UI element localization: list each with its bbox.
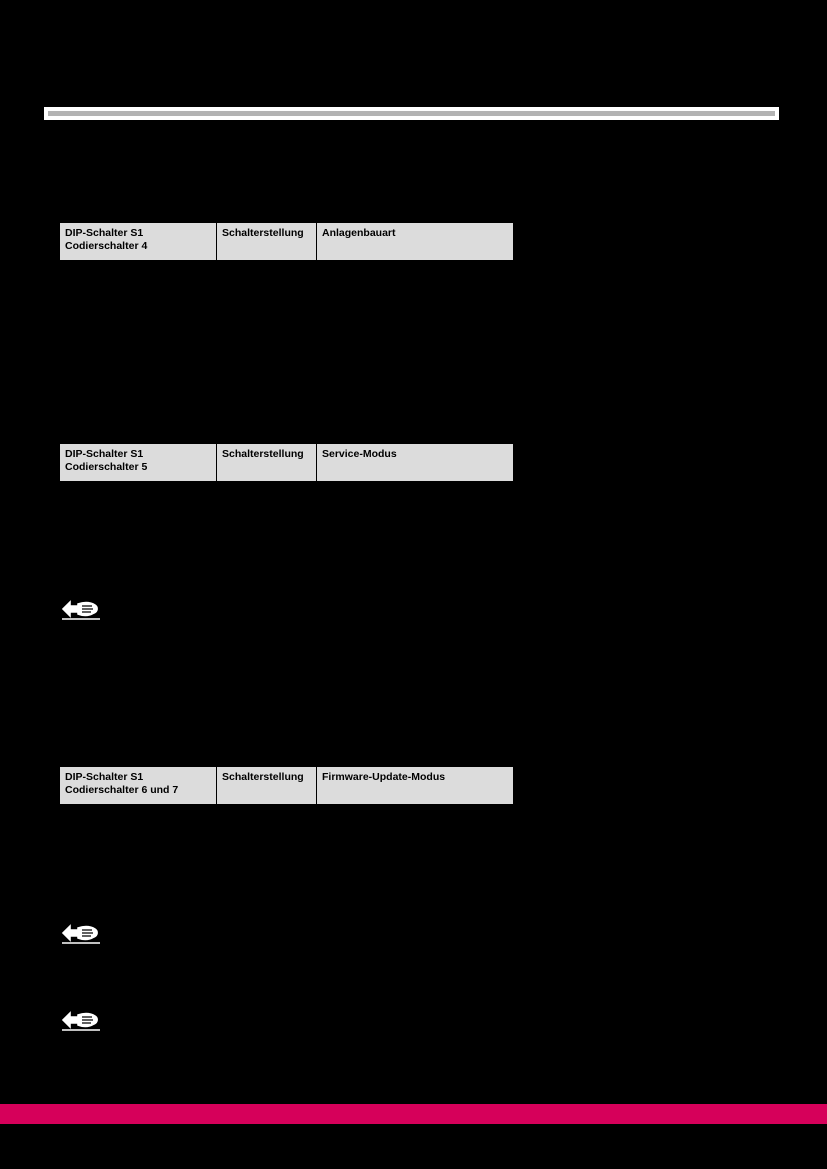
table-header-cell-switch	[60, 223, 217, 261]
table-header-line1: DIP-Schalter S1	[65, 227, 144, 239]
footer-accent-band	[0, 1104, 827, 1124]
table-row	[60, 223, 514, 261]
pointing-hand-icon	[60, 921, 102, 945]
table-header-cell-position	[217, 444, 317, 482]
table-header-line1: Anlagenbauart	[322, 227, 396, 239]
table-header-line1: DIP-Schalter S1	[65, 448, 144, 460]
table-header-cell-switch	[60, 444, 217, 482]
pointing-hand-icon	[60, 1008, 102, 1032]
header-rule	[44, 107, 779, 120]
table-dip-switch-s1-coding-switch-4	[59, 222, 514, 261]
table-header-cell-position	[217, 223, 317, 261]
table-header-cell-position	[217, 767, 317, 805]
table-header-line1: Firmware-Update-Modus	[322, 771, 446, 783]
table-header-cell-switch	[60, 767, 217, 805]
table-header-line1: Schalterstellung	[222, 771, 304, 783]
table-header-line2: Codierschalter 6 und 7	[65, 783, 179, 796]
table-header-cell-type	[317, 223, 514, 261]
table-header-line1: DIP-Schalter S1	[65, 771, 144, 783]
table-header-line1: Service-Modus	[322, 448, 397, 460]
header-rule-fill	[48, 111, 775, 116]
table-header-line1: Schalterstellung	[222, 448, 304, 460]
table-dip-switch-s1-coding-switch-5	[59, 443, 514, 482]
table-header-cell-mode	[317, 444, 514, 482]
table-row	[60, 767, 514, 805]
pointing-hand-icon	[60, 597, 102, 621]
table-header-line2: Codierschalter 4	[65, 239, 148, 252]
table-header-line2: Codierschalter 5	[65, 460, 148, 473]
table-header-cell-mode	[317, 767, 514, 805]
table-header-line1: Schalterstellung	[222, 227, 304, 239]
table-dip-switch-s1-coding-switch-6-and-7	[59, 766, 514, 805]
table-row	[60, 444, 514, 482]
